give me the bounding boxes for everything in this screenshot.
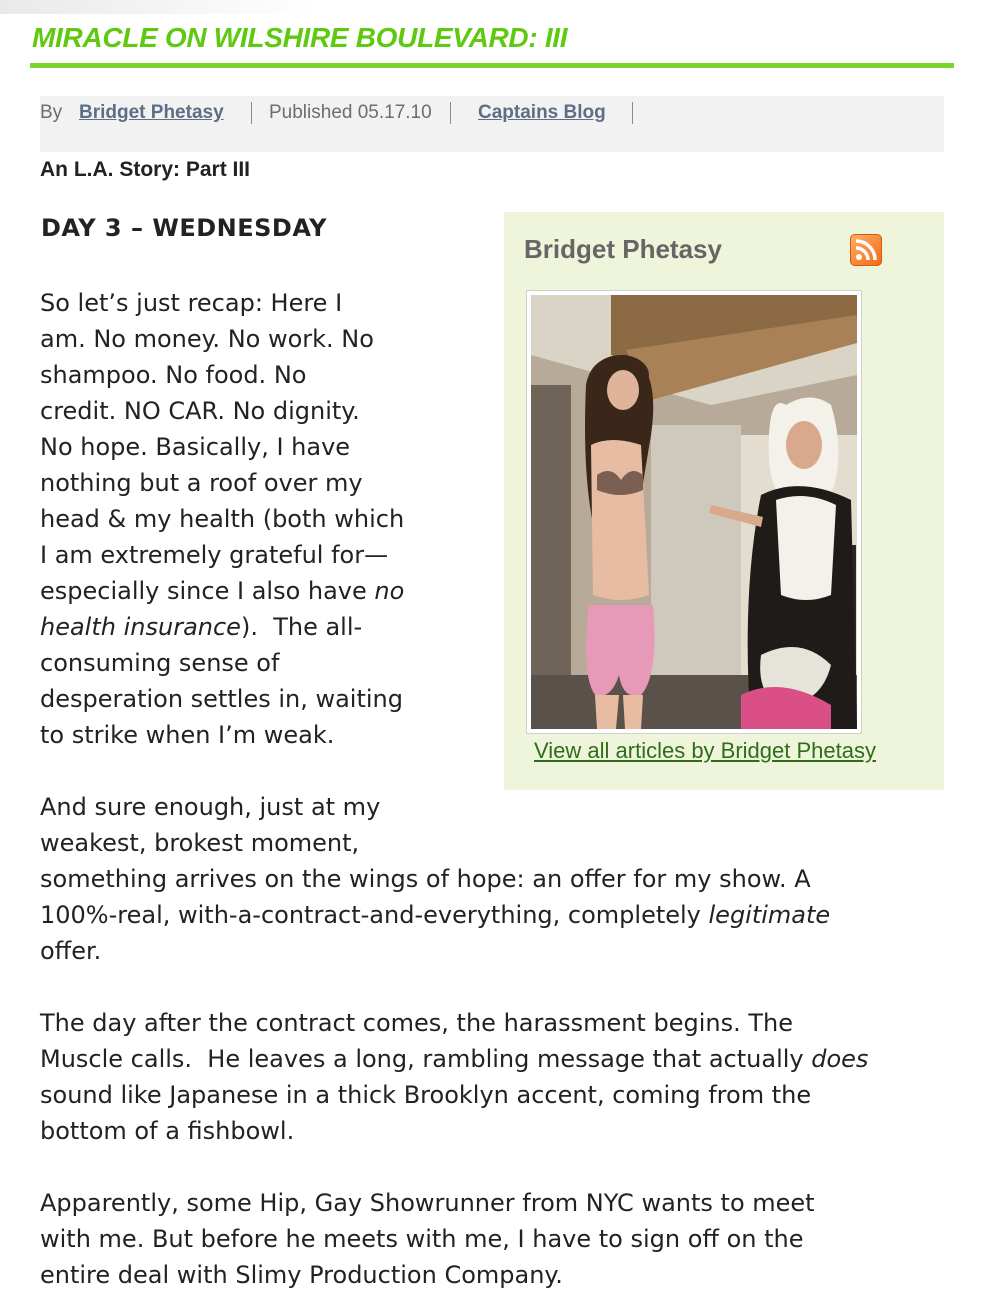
body-line: something arrives on the wings of hope: an offer for my show. A [40, 865, 811, 893]
byline-bar [40, 96, 944, 152]
body-line: especially since I also have no [40, 577, 405, 605]
body-line: The day after the contract comes, the harassment begins. The [40, 1009, 793, 1037]
body-line: Muscle calls. He leaves a long, rambling message that actually does [40, 1045, 869, 1073]
author-sidebar-box [504, 212, 944, 790]
body-line: Apparently, some Hip, Gay Showrunner from NYC wants to meet [40, 1189, 815, 1217]
author-link[interactable]: Bridget Phetasy [79, 102, 224, 123]
body-line: consuming sense of [40, 649, 280, 677]
top-gradient-strip [0, 0, 320, 14]
body-line: So let’s just recap: Here I [40, 289, 343, 317]
body-line: to strike when I’m weak. [40, 721, 335, 749]
body-line: nothing but a roof over my [40, 469, 363, 497]
article-title: MIRACLE ON WILSHIRE BOULEVARD: III [32, 22, 568, 53]
body-line: with me. But before he meets with me, I have to sign off on the [40, 1225, 804, 1253]
body-line: sound like Japanese in a thick Brooklyn accent, coming from the [40, 1081, 812, 1109]
byline-by-label: By [40, 102, 63, 123]
author-photo[interactable] [526, 290, 862, 734]
day-heading: DAY 3 – WEDNESDAY [41, 214, 327, 242]
byline-separator [251, 102, 252, 124]
emphasis-text: health insurance [40, 613, 241, 641]
published-date: Published 05.17.10 [269, 102, 432, 123]
body-line: bottom of a fishbowl. [40, 1117, 295, 1145]
body-line: desperation settles in, waiting [40, 685, 403, 713]
body-line: And sure enough, just at my [40, 793, 381, 821]
body-line: shampoo. No food. No [40, 361, 307, 389]
category-link[interactable]: Captains Blog [478, 102, 606, 123]
body-line: offer. [40, 937, 102, 965]
body-line: entire deal with Slimy Production Company. [40, 1261, 563, 1289]
body-line: No hope. Basically, I have [40, 433, 351, 461]
view-all-articles-link[interactable]: View all articles by Bridget Phetasy [534, 738, 876, 763]
article-subtitle: An L.A. Story: Part III [40, 158, 251, 181]
byline-separator [632, 102, 633, 124]
byline-separator [450, 102, 451, 124]
emphasis-text: legitimate [708, 901, 831, 929]
body-line: health insurance). The all- [40, 613, 363, 641]
emphasis-text: does [811, 1045, 869, 1073]
title-underline [30, 63, 954, 68]
body-line: 100%-real, with-a-contract-and-everything, completely legitimate [40, 901, 831, 929]
body-line: am. No money. No work. No [40, 325, 374, 353]
body-line: I am extremely grateful for— [40, 541, 389, 569]
author-box-name: Bridget Phetasy [524, 234, 722, 264]
body-line: head & my health (both which [40, 505, 405, 533]
body-line: weakest, brokest moment, [40, 829, 360, 857]
emphasis-text: no [374, 577, 405, 605]
body-line: credit. NO CAR. No dignity. [40, 397, 360, 425]
rss-feed-icon[interactable] [850, 234, 882, 266]
